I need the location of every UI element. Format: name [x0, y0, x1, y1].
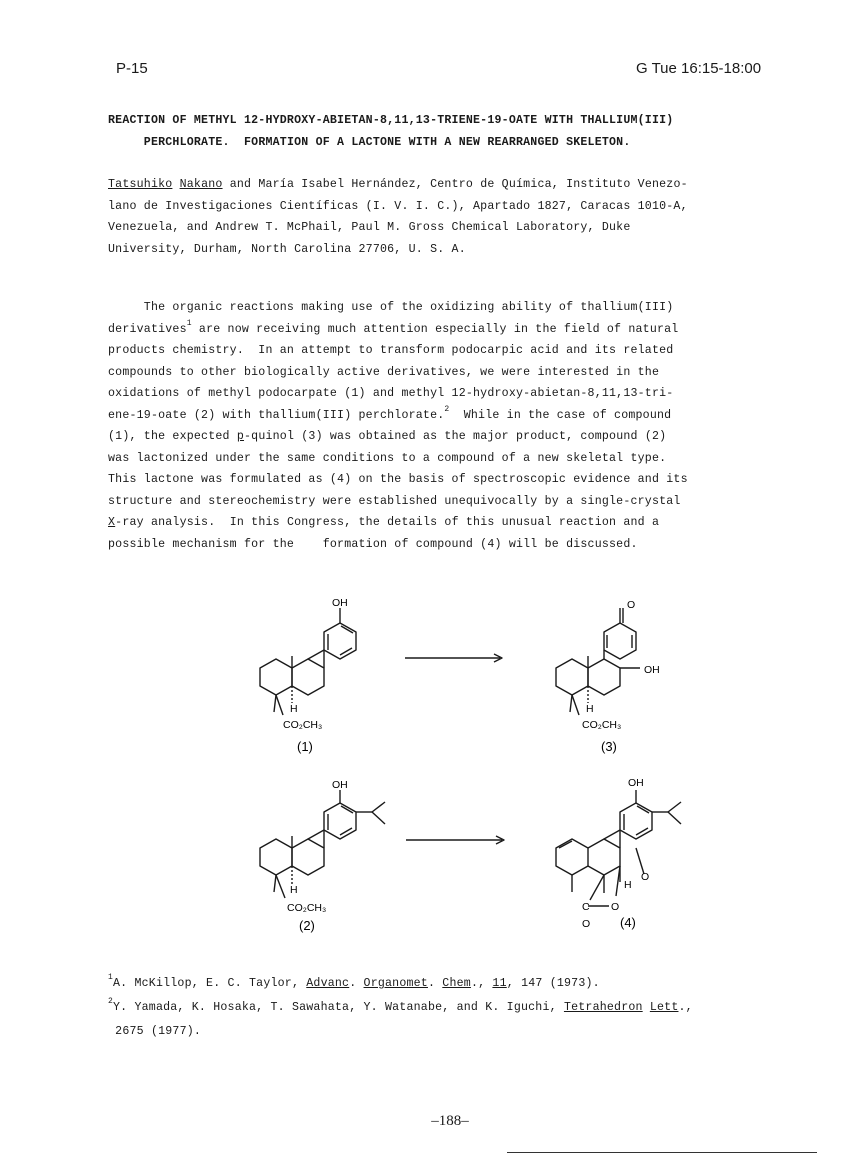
compound-2-label: (2)	[299, 918, 315, 933]
body-line: was lactonized under the same conditions to a compound of a new skeletal type.	[108, 451, 667, 465]
author-line-4: University, Durham, North Carolina 27706, U. S. A.	[108, 242, 466, 256]
footnote-1-authors: A. McKillop, E. C. Taylor,	[113, 977, 307, 990]
compound-1-label: (1)	[297, 739, 313, 754]
title-line-1: REACTION OF METHYL 12-HYDROXY-ABIETAN-8,11,13-TRIENE-19-OATE WITH THALLIUM(III)	[108, 114, 674, 127]
author-last-name: Nakano	[179, 178, 223, 191]
body-line: The organic reactions making use of the oxidizing ability of thallium(III)	[108, 301, 674, 314]
c3-ester-label: CO₂CH₃	[582, 719, 622, 731]
body-line: This lactone was formulated as (4) on the basis of spectroscopic evidence and its	[108, 473, 688, 486]
footnote-1-pages: , 147 (1973).	[506, 977, 600, 990]
footnote-1-volume: 11	[492, 977, 507, 990]
compound-4-structure	[556, 790, 681, 906]
footnote-2-pages: 2675 (1977).	[115, 1025, 202, 1038]
c3-h-label: H	[586, 703, 594, 715]
bottom-rule	[507, 1152, 817, 1153]
c4-ketone-o-label: O	[641, 871, 650, 883]
body-line: derivatives	[108, 322, 187, 336]
italic-p: p	[236, 430, 245, 443]
footnote-1-journal: Organomet	[363, 977, 428, 990]
body-line: structure and stereochemistry were established unequivocally by a single-crystal	[108, 494, 681, 508]
page-number: –188–	[431, 1113, 469, 1129]
compound-3-label: (3)	[601, 739, 617, 754]
footnote-ref-2: 2	[444, 404, 450, 414]
session-time: G Tue 16:15-18:00	[636, 60, 762, 77]
c1-oh-label: OH	[332, 597, 348, 609]
session-code: P-15	[116, 60, 148, 77]
body-line: -quinol (3) was obtained as the major product, compound (2)	[244, 430, 667, 443]
footnote-2-authors: Y. Yamada, K. Hosaka, T. Sawahata, Y. Watanabe, and K. Iguchi,	[113, 1001, 564, 1014]
footnote-1-journal: Advanc	[306, 977, 350, 990]
c2-h-label: H	[290, 884, 298, 896]
c3-ketone-o-label: O	[627, 599, 636, 611]
body-line: possible mechanism for the formation of compound (4) will be discussed.	[108, 537, 638, 551]
compound-2-structure	[260, 790, 385, 898]
body-line: are now receiving much attention especially in the field of natural	[191, 322, 679, 336]
footnote-1-journal: Chem	[442, 977, 471, 990]
title-line-2: PERCHLORATE. FORMATION OF A LACTONE WITH A NEW REARRANGED SKELETON.	[143, 136, 631, 149]
c4-lactone-c-label: C	[582, 901, 590, 913]
c1-h-label: H	[290, 703, 298, 715]
body-line: While in the case of compound	[449, 408, 672, 422]
compound-4-label: (4)	[620, 915, 636, 930]
compound-1-structure	[260, 608, 356, 715]
author-first-name: Tatsuhiko	[108, 178, 173, 191]
compound-3-structure	[556, 608, 640, 715]
c4-carbonyl-o-label: O	[582, 918, 591, 930]
footnote-1-marker: 1	[108, 973, 114, 982]
body-line: products chemistry. In an attempt to transform podocarpic acid and its related	[108, 344, 674, 357]
italic-x: X	[108, 516, 116, 529]
footnote-2-journal: Lett	[649, 1001, 679, 1014]
c2-ester-label: CO₂CH₃	[287, 902, 327, 914]
footnotes: $^1$A. McKillop, E. C. Taylor, Advanc. Organomet. Chem., 11, 147 (1973). $^2$Y. Yamada, K. Hosaka, T. Sawahata, Y. Watanabe, and K. Iguchi, Tetrahedron Lett., 2675 (1977).	[108, 973, 693, 1038]
footnote-ref-1: 1	[186, 318, 192, 328]
footnote-2-journal: Tetrahedron	[563, 1001, 643, 1014]
c2-oh-label: OH	[332, 779, 348, 791]
author-line-1: and María Isabel Hernández, Centro de Química, Instituto Venezo-	[222, 178, 688, 191]
c4-h-label: H	[624, 879, 632, 891]
c4-oh-label: OH	[628, 777, 644, 789]
c4-lactone-o-label: O	[611, 901, 620, 913]
footnote-2-marker: 2	[108, 997, 114, 1006]
body-line: (1), the expected	[108, 430, 237, 443]
c1-ester-label: CO₂CH₃	[283, 719, 323, 731]
body-line: -ray analysis. In this Congress, the details of this unusual reaction and a	[115, 516, 660, 529]
author-line-3: Venezuela, and Andrew T. McPhail, Paul M. Gross Chemical Laboratory, Duke	[108, 221, 631, 234]
body-line: oxidations of methyl podocarpate (1) and methyl 12-hydroxy-abietan-8,11,13-tri-	[108, 387, 674, 400]
body-line: compounds to other biologically active derivatives, we were interested in the	[108, 365, 660, 379]
c3-oh-label: OH	[644, 664, 660, 676]
body-line: ene-19-oate (2) with thallium(III) perchlorate.	[108, 408, 445, 422]
author-line-2: lano de Investigaciones Científicas (I. V. I. C.), Apartado 1827, Caracas 1010-A,	[108, 199, 688, 213]
